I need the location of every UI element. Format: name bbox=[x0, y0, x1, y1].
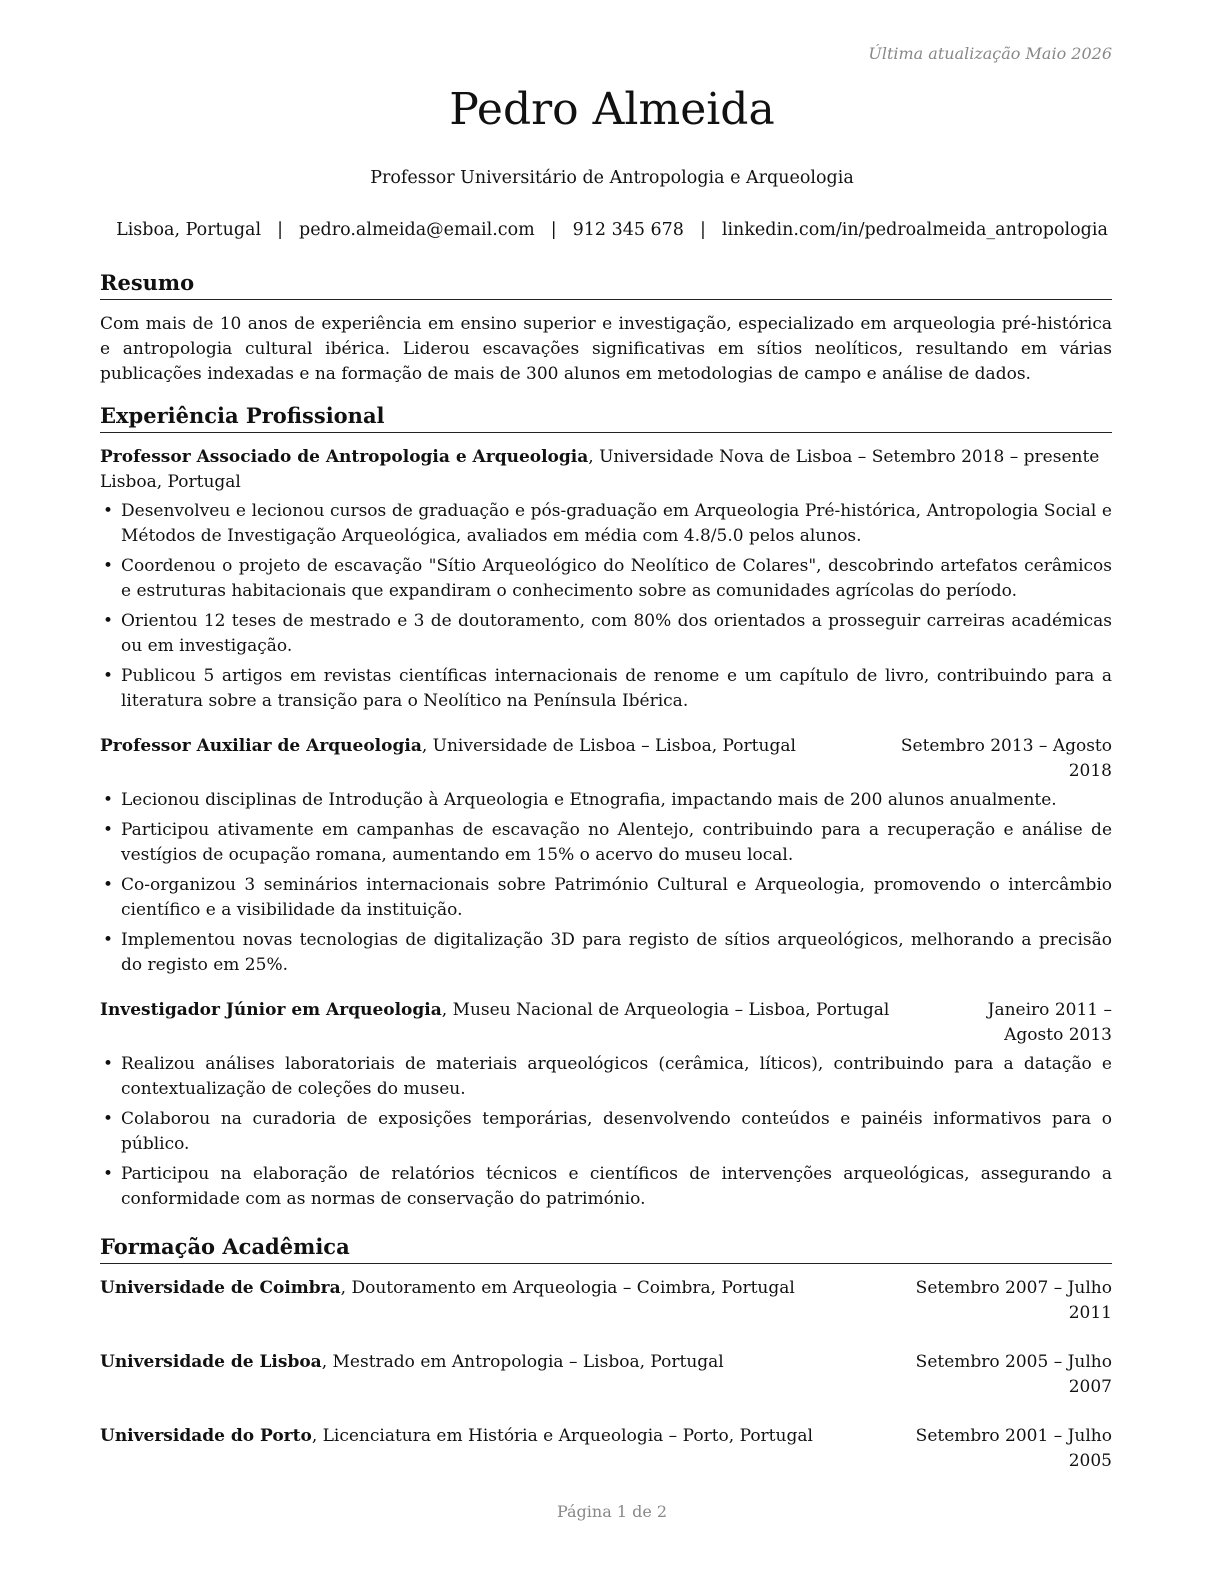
education-school: Universidade de Coimbra bbox=[100, 1278, 341, 1298]
list-item: • Lecionou disciplinas de Introdução à Arqueologia e Etnografia, impactando mais de 200 alunos anualmente. bbox=[100, 788, 1112, 813]
list-item: • Orientou 12 teses de mestrado e 3 de doutoramento, com 80% dos orientados a prosseguir carreiras académicas ou em investigação. bbox=[100, 609, 1112, 659]
experience-entry bbox=[100, 734, 1112, 978]
separator: | bbox=[550, 220, 557, 240]
list-item: • Desenvolveu e lecionou cursos de graduação e pós-graduação em Arqueologia Pré-histórica, Antropologia Social e Métodos de Investigação Arqueológica, avaliados em média com 4.8/5.0 pelos alunos. bbox=[100, 499, 1112, 549]
contact-line bbox=[0, 220, 1224, 240]
entry-dates: Setembro 2013 – Agosto 2018 bbox=[900, 736, 1112, 781]
education-details: , Doutoramento em Arqueologia – Coimbra, Portugal bbox=[340, 1278, 795, 1298]
list-item: • Realizou análises laboratoriais de materiais arqueológicos (cerâmica, líticos), contribuindo para a datação e contextualização de coleções do museu. bbox=[100, 1052, 1112, 1102]
section-title-experience: Experiência Profissional bbox=[100, 401, 1112, 433]
experience-entry bbox=[100, 998, 1112, 1212]
education-dates: Setembro 2005 – Julho 2007 bbox=[915, 1352, 1112, 1397]
list-item: • Colaborou na curadoria de exposições temporárias, desenvolvendo conteúdos e painéis informativos para o público. bbox=[100, 1107, 1112, 1157]
entry-header bbox=[100, 1424, 1112, 1474]
education-entry bbox=[100, 1424, 1112, 1474]
summary-text: Com mais de 10 anos de experiência em ensino superior e investigação, especializado em arqueologia pré-histórica e antropologia cultural ibérica. Liderou escavações significativas em sítios neolíticos, resultando em várias publicações indexadas e na formação de mais de 300 alunos em metodologias de campo e análise de dados. bbox=[100, 314, 1112, 384]
section-title-education: Formação Acadêmica bbox=[100, 1232, 1112, 1264]
entry-role: Professor Associado de Antropologia e Arqueologia bbox=[100, 447, 589, 467]
list-item: • Participou ativamente em campanhas de escavação no Alentejo, contribuindo para a recuperação e análise de vestígios de ocupação romana, aumentando em 15% o acervo do museu local. bbox=[100, 818, 1112, 868]
bullet-list bbox=[100, 788, 1112, 978]
job-title: Professor Universitário de Antropologia e Arqueologia bbox=[370, 168, 854, 188]
list-item: • Coordenou o projeto de escavação "Sítio Arqueológico do Neolítico de Colares", descobrindo artefatos cerâmicos e estruturas habitacionais que expandiram o conhecimento sobre as comunidades agrícolas do período. bbox=[100, 554, 1112, 604]
entry-details: , Museu Nacional de Arqueologia – Lisboa, Portugal bbox=[441, 1000, 890, 1020]
education-entry bbox=[100, 1350, 1112, 1400]
entry-details: , Universidade de Lisboa – Lisboa, Portugal bbox=[421, 736, 796, 756]
education-school: Universidade de Lisboa bbox=[100, 1352, 322, 1372]
entry-header bbox=[100, 998, 1112, 1048]
education-school: Universidade do Porto bbox=[100, 1426, 312, 1446]
resume-content bbox=[100, 268, 1112, 1498]
contact-linkedin[interactable]: linkedin.com/in/pedroalmeida_antropologia bbox=[721, 220, 1108, 240]
bullet-list bbox=[100, 1052, 1112, 1212]
education-entry bbox=[100, 1276, 1112, 1326]
contact-location: Lisboa, Portugal bbox=[116, 220, 262, 240]
entry-header bbox=[100, 1276, 1112, 1326]
list-item: • Participou na elaboração de relatórios técnicos e científicos de intervenções arqueológicas, assegurando a conformidade com as normas de conservação do património. bbox=[100, 1162, 1112, 1212]
entry-header bbox=[100, 734, 1112, 784]
contact-phone: 912 345 678 bbox=[572, 220, 684, 240]
education-dates: Setembro 2001 – Julho 2005 bbox=[915, 1426, 1112, 1471]
list-item: • Publicou 5 artigos em revistas científicas internacionais de renome e um capítulo de livro, contribuindo para a literatura sobre a transição para o Neolítico na Península Ibérica. bbox=[100, 664, 1112, 714]
entry-header bbox=[100, 1350, 1112, 1400]
contact-email[interactable]: pedro.almeida@email.com bbox=[299, 220, 535, 240]
entry-role: Professor Auxiliar de Arqueologia bbox=[100, 736, 422, 756]
separator: | bbox=[699, 220, 706, 240]
person-name: Pedro Almeida bbox=[449, 84, 775, 135]
section-title-summary: Resumo bbox=[100, 268, 1112, 300]
last-updated: Última atualização Maio 2026 bbox=[868, 44, 1112, 63]
education-dates: Setembro 2007 – Julho 2011 bbox=[915, 1278, 1112, 1323]
separator: | bbox=[277, 220, 283, 240]
experience-entry bbox=[100, 445, 1112, 714]
list-item: • Co-organizou 3 seminários internacionais sobre Património Cultural e Arqueologia, promovendo o intercâmbio científico e a visibilidade da instituição. bbox=[100, 873, 1112, 923]
entry-role: Investigador Júnior em Arqueologia bbox=[100, 1000, 442, 1020]
education-details: , Mestrado em Antropologia – Lisboa, Portugal bbox=[321, 1352, 724, 1372]
entry-header bbox=[100, 445, 1112, 495]
entry-dates: Janeiro 2011 – Agosto 2013 bbox=[987, 1000, 1112, 1045]
bullet-list bbox=[100, 499, 1112, 714]
page-number: Página 1 de 2 bbox=[556, 1502, 668, 1521]
entry-details: , Universidade Nova de Lisboa – Setembro 2018 – presente Lisboa, Portugal bbox=[100, 447, 1100, 492]
education-details: , Licenciatura em História e Arqueologia – Porto, Portugal bbox=[311, 1426, 813, 1446]
list-item: • Implementou novas tecnologias de digitalização 3D para registo de sítios arqueológicos, melhorando a precisão do registo em 25%. bbox=[100, 928, 1112, 978]
